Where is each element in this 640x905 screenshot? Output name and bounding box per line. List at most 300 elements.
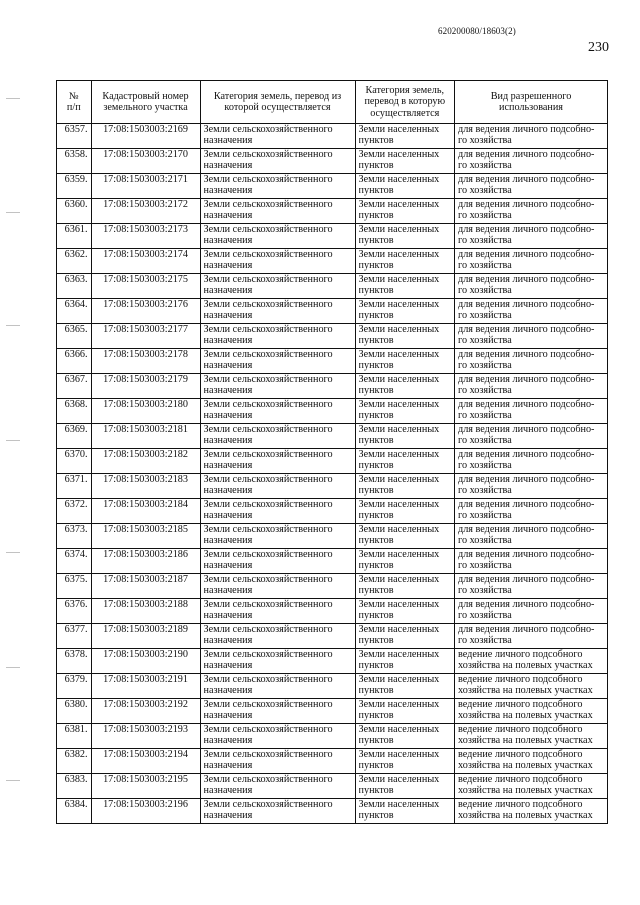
cell-line: ведение личного подсобного: [458, 724, 583, 735]
cell-line: Земли населенных: [358, 799, 440, 810]
category-to: [355, 599, 455, 624]
table-row: [57, 449, 608, 474]
cell-line: Земли сельскохозяйственного: [203, 724, 333, 735]
cell-line: Земли населенных: [358, 499, 440, 510]
category-to: [355, 124, 455, 149]
table-row: [57, 249, 608, 274]
table-header-row: [57, 81, 608, 124]
scan-mark: [6, 667, 20, 668]
cell-line: Земли сельскохозяйственного: [203, 449, 333, 460]
row-number: 6361.: [57, 224, 92, 249]
cell-line: пунктов: [358, 360, 394, 372]
permitted-use: [455, 274, 608, 299]
cell-line: Земли сельскохозяйственного: [203, 524, 333, 535]
cell-line: Земли сельскохозяйственного: [203, 674, 333, 685]
header-line: Категория земель,: [365, 84, 445, 96]
table-body: [57, 124, 608, 824]
cell-line: пунктов: [358, 810, 394, 822]
cell-line: для ведения личного подсобно-: [458, 299, 595, 310]
category-from: [200, 749, 355, 774]
row-number: 6362.: [57, 249, 92, 274]
cell-line: назначения: [203, 735, 253, 747]
scan-mark: [6, 325, 20, 326]
cell-line: Земли сельскохозяйственного: [203, 799, 333, 810]
table-row: [57, 799, 608, 824]
category-to: [355, 324, 455, 349]
permitted-use: [455, 499, 608, 524]
cell-line: Земли сельскохозяйственного: [203, 424, 333, 435]
cell-line: Земли сельскохозяйственного: [203, 649, 333, 660]
cell-line: пунктов: [358, 135, 394, 147]
cadastral-number: 17:08:1503003:2195: [91, 774, 200, 799]
cell-line: пунктов: [358, 160, 394, 172]
cell-line: пунктов: [358, 710, 394, 722]
cell-line: го хозяйства: [458, 460, 512, 472]
scan-mark: [6, 440, 20, 441]
category-to: [355, 574, 455, 599]
cell-line: Земли населенных: [358, 274, 440, 285]
category-from: [200, 474, 355, 499]
cell-line: Земли сельскохозяйственного: [203, 549, 333, 560]
table-row: [57, 774, 608, 799]
cell-line: хозяйства на полевых участках: [458, 685, 593, 697]
cell-line: Земли населенных: [358, 224, 440, 235]
cell-line: для ведения личного подсобно-: [458, 224, 595, 235]
scan-mark: [6, 212, 20, 213]
cell-line: назначения: [203, 635, 253, 647]
cadastral-number: 17:08:1503003:2181: [91, 424, 200, 449]
permitted-use: [455, 774, 608, 799]
cell-line: для ведения личного подсобно-: [458, 599, 595, 610]
cadastral-number: 17:08:1503003:2193: [91, 724, 200, 749]
permitted-use: [455, 124, 608, 149]
row-number: 6383.: [57, 774, 92, 799]
row-number: 6366.: [57, 349, 92, 374]
cell-line: пунктов: [358, 635, 394, 647]
permitted-use: [455, 724, 608, 749]
cell-line: назначения: [203, 610, 253, 622]
category-to: [355, 299, 455, 324]
cell-line: для ведения личного подсобно-: [458, 499, 595, 510]
cell-line: го хозяйства: [458, 510, 512, 522]
cell-line: го хозяйства: [458, 635, 512, 647]
cadastral-number: 17:08:1503003:2182: [91, 449, 200, 474]
table-row: [57, 124, 608, 149]
cell-line: Земли населенных: [358, 474, 440, 485]
cell-line: го хозяйства: [458, 560, 512, 572]
permitted-use: [455, 799, 608, 824]
row-number: 6376.: [57, 599, 92, 624]
cadastral-number: 17:08:1503003:2190: [91, 649, 200, 674]
table-row: [57, 599, 608, 624]
row-number: 6378.: [57, 649, 92, 674]
category-from: [200, 549, 355, 574]
cell-line: Земли сельскохозяйственного: [203, 249, 333, 260]
category-from: [200, 399, 355, 424]
cadastral-number: 17:08:1503003:2169: [91, 124, 200, 149]
cell-line: ведение личного подсобного: [458, 774, 583, 785]
header-line: осуществляется: [370, 107, 440, 119]
category-from: [200, 124, 355, 149]
cell-line: Земли сельскохозяйственного: [203, 599, 333, 610]
table-row: [57, 199, 608, 224]
cadastral-number: 17:08:1503003:2183: [91, 474, 200, 499]
category-from: [200, 274, 355, 299]
cell-line: назначения: [203, 310, 253, 322]
page-number: 230: [588, 40, 609, 55]
cell-line: Земли сельскохозяйственного: [203, 174, 333, 185]
cadastral-number: 17:08:1503003:2187: [91, 574, 200, 599]
cell-line: пунктов: [358, 235, 394, 247]
cell-line: для ведения личного подсобно-: [458, 374, 595, 385]
cell-line: Земли сельскохозяйственного: [203, 149, 333, 160]
permitted-use: [455, 149, 608, 174]
cell-line: пунктов: [358, 385, 394, 397]
table-row: [57, 724, 608, 749]
row-number: 6379.: [57, 674, 92, 699]
cell-line: пунктов: [358, 335, 394, 347]
header-category-from: [200, 81, 355, 124]
category-to: [355, 549, 455, 574]
table-row: [57, 149, 608, 174]
cadastral-number: 17:08:1503003:2176: [91, 299, 200, 324]
cell-line: назначения: [203, 235, 253, 247]
cadastral-number: 17:08:1503003:2175: [91, 274, 200, 299]
cell-line: Земли населенных: [358, 674, 440, 685]
category-from: [200, 574, 355, 599]
cell-line: Земли сельскохозяйственного: [203, 699, 333, 710]
scan-mark: [6, 780, 20, 781]
cell-line: назначения: [203, 460, 253, 472]
table-row: [57, 324, 608, 349]
cell-line: Земли сельскохозяйственного: [203, 574, 333, 585]
cell-line: Земли сельскохозяйственного: [203, 474, 333, 485]
header-line: земельного участка: [103, 102, 188, 113]
header-number: [57, 81, 92, 124]
category-to: [355, 349, 455, 374]
cell-line: назначения: [203, 685, 253, 697]
table-row: [57, 399, 608, 424]
table-row: [57, 424, 608, 449]
header-line: Вид разрешенного: [490, 90, 572, 102]
category-to: [355, 624, 455, 649]
row-number: 6367.: [57, 374, 92, 399]
cell-line: Земли населенных: [358, 599, 440, 610]
category-from: [200, 224, 355, 249]
cell-line: хозяйства на полевых участках: [458, 810, 593, 822]
cell-line: Земли населенных: [358, 774, 440, 785]
permitted-use: [455, 749, 608, 774]
cell-line: Земли сельскохозяйственного: [203, 499, 333, 510]
cell-line: го хозяйства: [458, 185, 512, 197]
cell-line: го хозяйства: [458, 385, 512, 397]
cadastral-number: 17:08:1503003:2174: [91, 249, 200, 274]
category-from: [200, 799, 355, 824]
header-line: Кадастровый номер: [102, 90, 189, 102]
cadastral-number: 17:08:1503003:2189: [91, 624, 200, 649]
category-from: [200, 524, 355, 549]
cell-line: пунктов: [358, 610, 394, 622]
permitted-use: [455, 424, 608, 449]
cell-line: назначения: [203, 560, 253, 572]
cell-line: го хозяйства: [458, 410, 512, 422]
cell-line: для ведения личного подсобно-: [458, 624, 595, 635]
table-row: [57, 299, 608, 324]
category-to: [355, 774, 455, 799]
cell-line: Земли населенных: [358, 399, 440, 410]
category-to: [355, 524, 455, 549]
cell-line: го хозяйства: [458, 610, 512, 622]
category-from: [200, 174, 355, 199]
cell-line: для ведения личного подсобно-: [458, 324, 595, 335]
cell-line: для ведения личного подсобно-: [458, 199, 595, 210]
permitted-use: [455, 174, 608, 199]
cell-line: го хозяйства: [458, 260, 512, 272]
table-row: [57, 474, 608, 499]
row-number: 6382.: [57, 749, 92, 774]
cell-line: Земли сельскохозяйственного: [203, 399, 333, 410]
cell-line: Земли населенных: [358, 174, 440, 185]
permitted-use: [455, 324, 608, 349]
category-to: [355, 224, 455, 249]
cell-line: ведение личного подсобного: [458, 699, 583, 710]
cadastral-number: 17:08:1503003:2172: [91, 199, 200, 224]
cell-line: хозяйства на полевых участках: [458, 660, 593, 672]
cadastral-number: 17:08:1503003:2177: [91, 324, 200, 349]
cell-line: Земли населенных: [358, 699, 440, 710]
category-to: [355, 474, 455, 499]
cell-line: для ведения личного подсобно-: [458, 149, 595, 160]
header-line: Категория земель, перевод из: [213, 90, 342, 102]
permitted-use: [455, 249, 608, 274]
cell-line: назначения: [203, 410, 253, 422]
table-row: [57, 674, 608, 699]
land-registry-table: [56, 80, 608, 824]
cell-line: назначения: [203, 785, 253, 797]
table-row: [57, 499, 608, 524]
cell-line: назначения: [203, 710, 253, 722]
cell-line: Земли населенных: [358, 749, 440, 760]
category-from: [200, 449, 355, 474]
cell-line: Земли населенных: [358, 374, 440, 385]
table-row: [57, 174, 608, 199]
cell-line: назначения: [203, 185, 253, 197]
cell-line: Земли населенных: [358, 149, 440, 160]
header-permitted-use: [455, 81, 608, 124]
cell-line: Земли сельскохозяйственного: [203, 374, 333, 385]
cadastral-number: 17:08:1503003:2194: [91, 749, 200, 774]
cell-line: Земли населенных: [358, 649, 440, 660]
cell-line: назначения: [203, 510, 253, 522]
cell-line: для ведения личного подсобно-: [458, 124, 595, 135]
table-row: [57, 699, 608, 724]
cadastral-number: 17:08:1503003:2186: [91, 549, 200, 574]
cell-line: назначения: [203, 485, 253, 497]
table-row: [57, 224, 608, 249]
cell-line: Земли населенных: [358, 349, 440, 360]
cell-line: пунктов: [358, 660, 394, 672]
category-from: [200, 149, 355, 174]
cell-line: для ведения личного подсобно-: [458, 474, 595, 485]
cell-line: назначения: [203, 760, 253, 772]
cell-line: го хозяйства: [458, 210, 512, 222]
cadastral-number: 17:08:1503003:2178: [91, 349, 200, 374]
row-number: 6364.: [57, 299, 92, 324]
permitted-use: [455, 374, 608, 399]
cell-line: Земли населенных: [358, 299, 440, 310]
cell-line: Земли сельскохозяйственного: [203, 324, 333, 335]
cell-line: хозяйства на полевых участках: [458, 785, 593, 797]
category-from: [200, 674, 355, 699]
category-from: [200, 299, 355, 324]
cell-line: для ведения личного подсобно-: [458, 574, 595, 585]
cell-line: для ведения личного подсобно-: [458, 174, 595, 185]
cadastral-number: 17:08:1503003:2170: [91, 149, 200, 174]
header-line: использования: [499, 102, 563, 113]
row-number: 6384.: [57, 799, 92, 824]
cell-line: го хозяйства: [458, 135, 512, 147]
cell-line: пунктов: [358, 585, 394, 597]
category-to: [355, 799, 455, 824]
permitted-use: [455, 299, 608, 324]
category-to: [355, 499, 455, 524]
row-number: 6370.: [57, 449, 92, 474]
category-from: [200, 699, 355, 724]
cell-line: для ведения личного подсобно-: [458, 549, 595, 560]
category-to: [355, 649, 455, 674]
category-to: [355, 249, 455, 274]
permitted-use: [455, 649, 608, 674]
table-row: [57, 624, 608, 649]
row-number: 6369.: [57, 424, 92, 449]
header-line: перевод в которую: [364, 96, 446, 108]
category-to: [355, 174, 455, 199]
cell-line: пунктов: [358, 435, 394, 447]
category-from: [200, 324, 355, 349]
cell-line: Земли сельскохозяйственного: [203, 624, 333, 635]
cell-line: ведение личного подсобного: [458, 674, 583, 685]
cell-line: назначения: [203, 285, 253, 297]
table-row: [57, 524, 608, 549]
cell-line: пунктов: [358, 210, 394, 222]
cell-line: пунктов: [358, 760, 394, 772]
cell-line: Земли населенных: [358, 199, 440, 210]
category-from: [200, 374, 355, 399]
permitted-use: [455, 199, 608, 224]
permitted-use: [455, 574, 608, 599]
row-number: 6373.: [57, 524, 92, 549]
scan-margin-marks: [0, 0, 40, 905]
row-number: 6368.: [57, 399, 92, 424]
header-line: которой осуществляется: [224, 102, 331, 113]
cell-line: Земли населенных: [358, 524, 440, 535]
cadastral-number: 17:08:1503003:2185: [91, 524, 200, 549]
cell-line: пунктов: [358, 485, 394, 497]
cadastral-number: 17:08:1503003:2188: [91, 599, 200, 624]
cell-line: назначения: [203, 360, 253, 372]
table-row: [57, 649, 608, 674]
category-from: [200, 649, 355, 674]
header-line: п/п: [66, 102, 81, 113]
cell-line: для ведения личного подсобно-: [458, 424, 595, 435]
scan-mark: [6, 552, 20, 553]
cell-line: Земли населенных: [358, 324, 440, 335]
cadastral-number: 17:08:1503003:2192: [91, 699, 200, 724]
permitted-use: [455, 449, 608, 474]
cell-line: Земли сельскохозяйственного: [203, 274, 333, 285]
category-to: [355, 724, 455, 749]
cell-line: для ведения личного подсобно-: [458, 449, 595, 460]
category-to: [355, 674, 455, 699]
cell-line: Земли сельскохозяйственного: [203, 124, 333, 135]
cell-line: назначения: [203, 660, 253, 672]
cell-line: назначения: [203, 260, 253, 272]
cadastral-number: 17:08:1503003:2184: [91, 499, 200, 524]
cell-line: Земли сельскохозяйственного: [203, 749, 333, 760]
cell-line: назначения: [203, 385, 253, 397]
cell-line: Земли сельскохозяйственного: [203, 774, 333, 785]
category-to: [355, 699, 455, 724]
table-row: [57, 549, 608, 574]
category-from: [200, 774, 355, 799]
cell-line: го хозяйства: [458, 585, 512, 597]
category-from: [200, 249, 355, 274]
cell-line: пунктов: [358, 535, 394, 547]
cell-line: Земли сельскохозяйственного: [203, 349, 333, 360]
cell-line: Земли населенных: [358, 549, 440, 560]
category-to: [355, 749, 455, 774]
cell-line: Земли населенных: [358, 574, 440, 585]
cell-line: Земли населенных: [358, 424, 440, 435]
permitted-use: [455, 674, 608, 699]
cell-line: для ведения личного подсобно-: [458, 274, 595, 285]
row-number: 6363.: [57, 274, 92, 299]
row-number: 6380.: [57, 699, 92, 724]
cell-line: го хозяйства: [458, 285, 512, 297]
row-number: 6357.: [57, 124, 92, 149]
permitted-use: [455, 549, 608, 574]
cadastral-number: 17:08:1503003:2196: [91, 799, 200, 824]
cell-line: для ведения личного подсобно-: [458, 399, 595, 410]
row-number: 6371.: [57, 474, 92, 499]
category-to: [355, 399, 455, 424]
category-to: [355, 199, 455, 224]
cell-line: го хозяйства: [458, 485, 512, 497]
cell-line: хозяйства на полевых участках: [458, 735, 593, 747]
row-number: 6381.: [57, 724, 92, 749]
category-from: [200, 724, 355, 749]
header-category-to: [355, 81, 455, 124]
cadastral-number: 17:08:1503003:2191: [91, 674, 200, 699]
category-from: [200, 499, 355, 524]
row-number: 6372.: [57, 499, 92, 524]
cell-line: назначения: [203, 335, 253, 347]
cadastral-number: 17:08:1503003:2173: [91, 224, 200, 249]
cell-line: пунктов: [358, 685, 394, 697]
header-cadastral-number: [91, 81, 200, 124]
cell-line: для ведения личного подсобно-: [458, 349, 595, 360]
cell-line: назначения: [203, 585, 253, 597]
cell-line: назначения: [203, 435, 253, 447]
cell-line: назначения: [203, 535, 253, 547]
permitted-use: [455, 524, 608, 549]
category-from: [200, 349, 355, 374]
cell-line: го хозяйства: [458, 435, 512, 447]
cell-line: го хозяйства: [458, 160, 512, 172]
permitted-use: [455, 699, 608, 724]
cell-line: пунктов: [358, 510, 394, 522]
category-from: [200, 199, 355, 224]
